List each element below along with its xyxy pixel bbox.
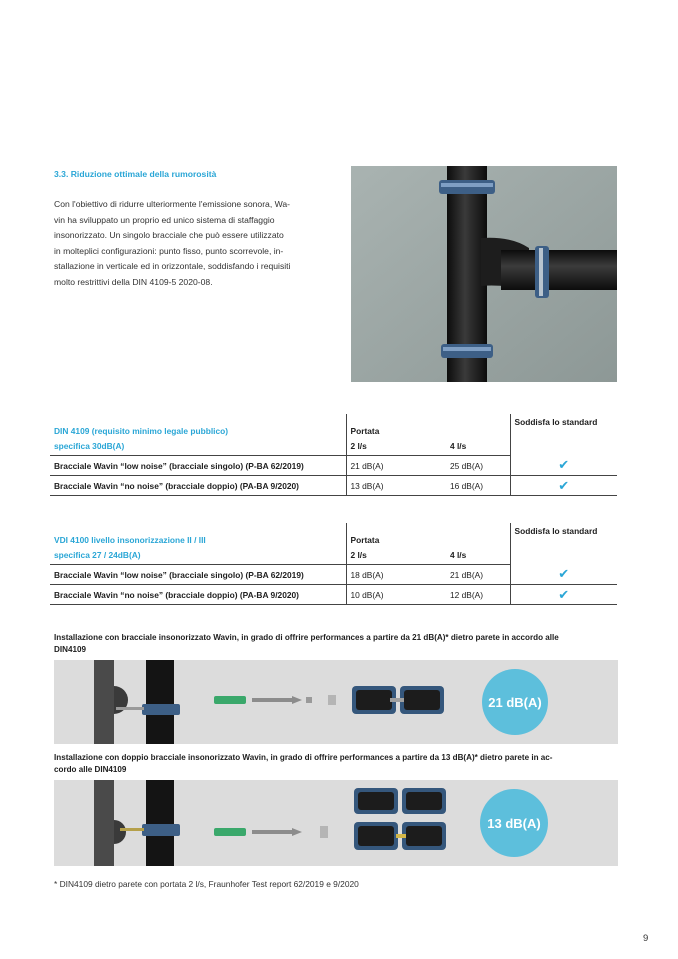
value-2ls: 10 dB(A) [346, 585, 446, 605]
standard-header: Soddisfa lo standard [510, 414, 617, 456]
product-name: Bracciale Wavin “low noise” (bracciale singolo) (P-BA 62/2019) [50, 565, 346, 585]
title-line: cordo alle DIN4109 [54, 765, 127, 774]
table-subtitle: specifica 30dB(A) [50, 436, 346, 456]
intro-line: stallazione in verticale ed in orizzontale, soddisfando i requisiti [54, 261, 291, 272]
product-name: Bracciale Wavin “low noise” (bracciale singolo) (P-BA 62/2019) [50, 456, 346, 476]
flow-2ls-header: 2 l/s [346, 436, 446, 456]
checkmark-icon: ✔ [510, 456, 617, 476]
install-double-title [54, 752, 620, 776]
install-double-panel [54, 780, 618, 866]
product-name: Bracciale Wavin “no noise” (bracciale doppio) (PA-BA 9/2020) [50, 585, 346, 605]
intro-paragraph [54, 197, 322, 291]
portata-label: Portata [346, 523, 446, 545]
value-2ls: 13 dB(A) [346, 476, 446, 496]
portata-label: Portata [346, 414, 446, 436]
noise-level-badge: 13 dB(A) [480, 789, 548, 857]
title-line: Installazione con bracciale insonorizzato Wavin, in grado di offrire performances a partire da 21 dB(A)* dietro parete in accordo alle [54, 633, 559, 642]
value-2ls: 21 dB(A) [346, 456, 446, 476]
value-4ls: 12 dB(A) [446, 585, 510, 605]
install-single-title [54, 632, 620, 656]
install-single-panel [54, 660, 618, 744]
intro-line: vin ha sviluppato un proprio ed unico sistema di staffaggio [54, 214, 275, 225]
checkmark-icon: ✔ [510, 565, 617, 585]
table-subtitle: specifica 27 / 24dB(A) [50, 545, 346, 565]
table-row [50, 565, 617, 585]
checkmark-icon: ✔ [510, 585, 617, 605]
footnote: * DIN4109 dietro parete con portata 2 l/s, Fraunhofer Test report 62/2019 e 9/2020 [54, 879, 359, 889]
table-row [50, 476, 617, 496]
din4109-table [50, 414, 617, 496]
page-number: 9 [643, 933, 649, 944]
intro-line: in molteplici configurazioni: punto fisso, punto scorrevole, in- [54, 245, 284, 256]
pipe-photo-illustration [351, 166, 617, 382]
title-line: DIN4109 [54, 645, 86, 654]
pipe-installation-photo [351, 166, 617, 382]
value-4ls: 25 dB(A) [446, 456, 510, 476]
value-2ls: 18 dB(A) [346, 565, 446, 585]
flow-4ls-header: 4 l/s [446, 545, 510, 565]
standard-header: Soddisfa lo standard [510, 523, 617, 565]
value-4ls: 21 dB(A) [446, 565, 510, 585]
intro-line: insonorizzato. Un singolo bracciale che può essere utilizzato [54, 230, 284, 241]
product-name: Bracciale Wavin “no noise” (bracciale doppio) (PA-BA 9/2020) [50, 476, 346, 496]
table-title: DIN 4109 (requisito minimo legale pubblico) [54, 426, 229, 436]
noise-level-badge: 21 dB(A) [482, 669, 548, 735]
intro-line: Con l'obiettivo di ridurre ulteriormente l'emissione sonora, Wa- [54, 199, 291, 209]
section-title: 3.3. Riduzione ottimale della rumorosità [54, 169, 217, 179]
intro-line: molto restrittivi della DIN 4109-5 2020-08. [54, 276, 213, 287]
flow-4ls-header: 4 l/s [446, 436, 510, 456]
vdi4100-table [50, 523, 617, 605]
checkmark-icon: ✔ [510, 476, 617, 496]
table-title: VDI 4100 livello insonorizzazione II / III [54, 535, 206, 545]
value-4ls: 16 dB(A) [446, 476, 510, 496]
title-line: Installazione con doppio bracciale insonorizzato Wavin, in grado di offrire performances a partire da 13 dB(A)* dietro parete in ac- [54, 753, 553, 762]
table-row [50, 585, 617, 605]
flow-2ls-header: 2 l/s [346, 545, 446, 565]
table-row [50, 456, 617, 476]
